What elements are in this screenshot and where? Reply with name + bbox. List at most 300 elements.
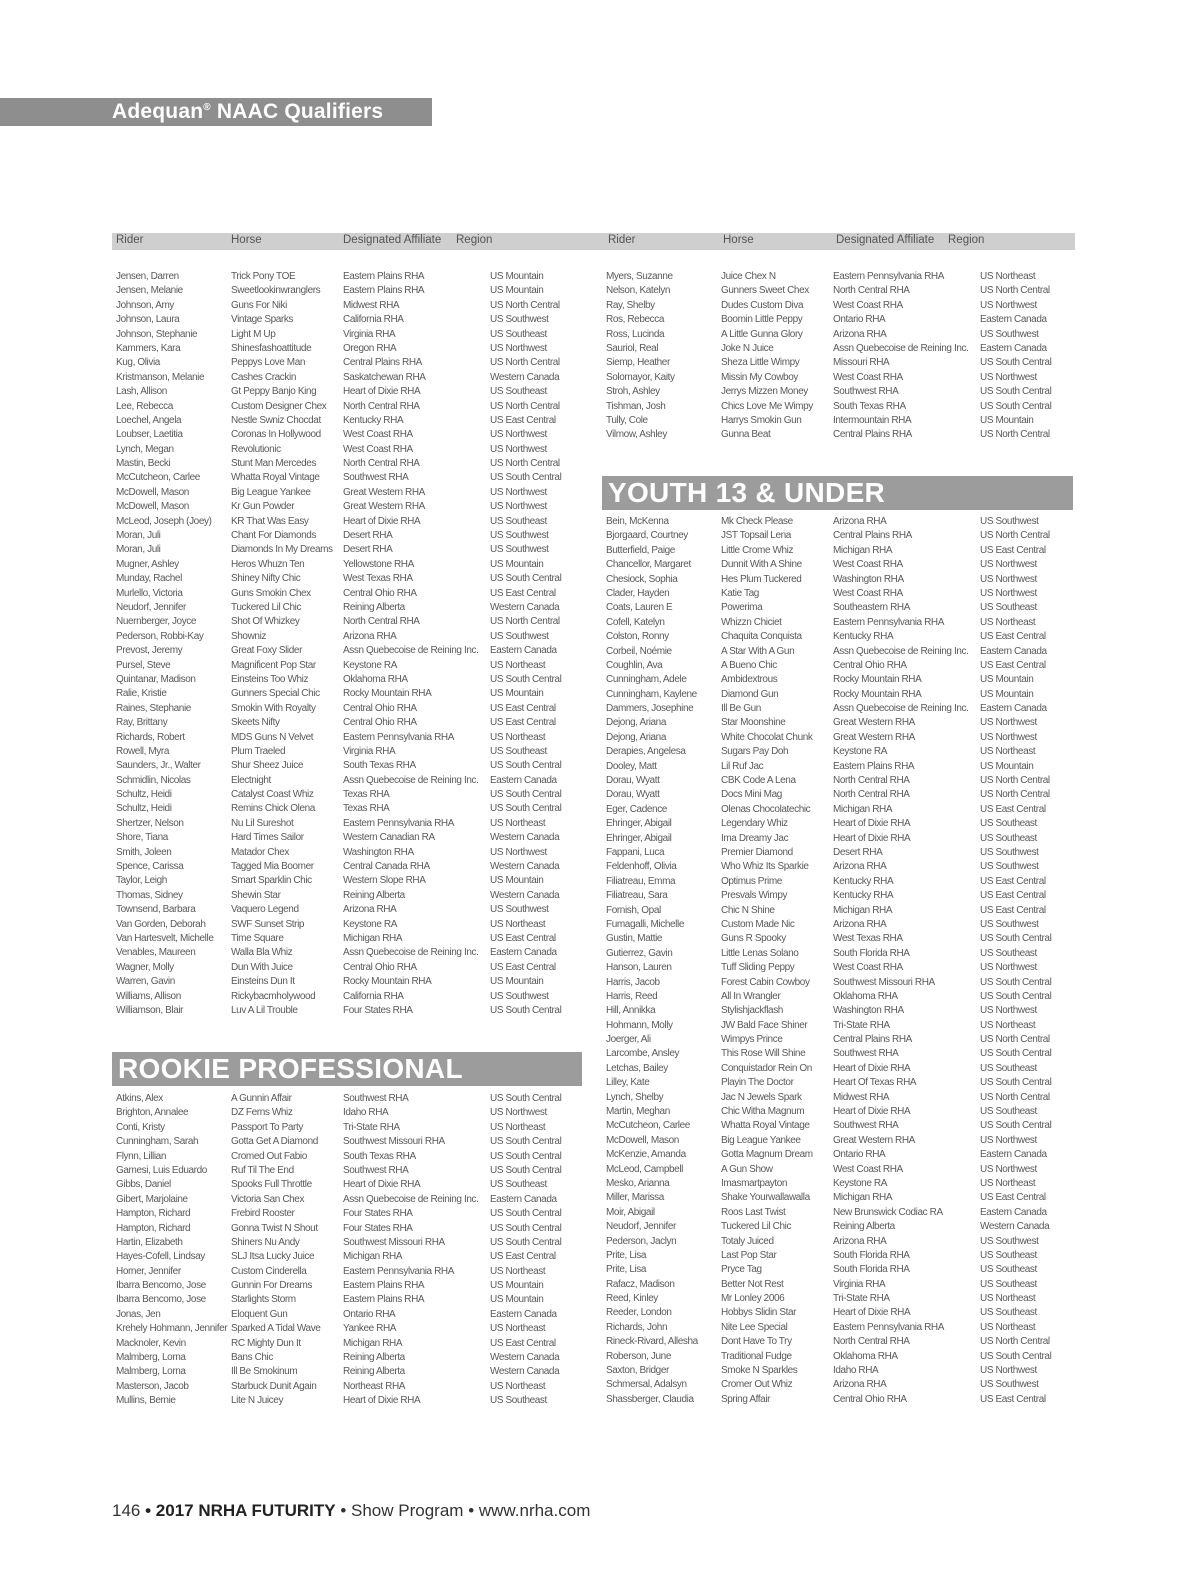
- affiliate-cell: Central Ohio RHA: [343, 717, 417, 729]
- horse-cell: All In Wrangler: [721, 990, 781, 1002]
- rider-cell: Tully, Cole: [606, 414, 648, 426]
- region-cell: US Southeast: [490, 328, 547, 340]
- affiliate-cell: Eastern Plains RHA: [343, 285, 425, 297]
- rider-cell: Tishman, Josh: [606, 400, 666, 412]
- region-cell: Eastern Canada: [490, 947, 557, 959]
- horse-cell: Chic N Shine: [721, 904, 775, 916]
- rider-cell: Brighton, Annalee: [116, 1107, 189, 1119]
- affiliate-cell: Eastern Pennsylvania RHA: [343, 731, 455, 743]
- affiliate-cell: North Central RHA: [833, 285, 910, 297]
- horse-cell: KR That Was Easy: [231, 515, 309, 527]
- region-cell: US South Central: [490, 1236, 562, 1248]
- region-cell: US North Central: [490, 299, 560, 311]
- affiliate-cell: Oregon RHA: [343, 342, 397, 354]
- region-cell: US East Central: [980, 890, 1046, 902]
- rider-cell: Ros, Rebecca: [606, 314, 665, 326]
- region-cell: US East Central: [490, 717, 556, 729]
- horse-cell: Dont Have To Try: [721, 1336, 792, 1348]
- rider-cell: McDowell, Mason: [116, 486, 189, 498]
- region-cell: US Southeast: [490, 1179, 547, 1191]
- rider-cell: Larcombe, Ansley: [606, 1048, 680, 1060]
- affiliate-cell: Four States RHA: [343, 1222, 413, 1234]
- horse-cell: Nite Lee Special: [721, 1321, 788, 1333]
- rider-cell: Chancellor, Margaret: [606, 559, 691, 571]
- horse-cell: Catalyst Coast Whiz: [231, 789, 314, 801]
- affiliate-cell: Ontario RHA: [343, 1308, 396, 1320]
- affiliate-cell: Arizona RHA: [833, 918, 887, 930]
- horse-cell: Walla Bla Whiz: [231, 947, 293, 959]
- affiliate-cell: Keystone RA: [343, 918, 397, 930]
- region-cell: US Southeast: [980, 832, 1037, 844]
- horse-cell: Powerima: [721, 602, 763, 614]
- region-cell: Western Canada: [490, 832, 560, 844]
- affiliate-cell: West Texas RHA: [833, 933, 903, 945]
- region-cell: US East Central: [980, 1192, 1046, 1204]
- horse-cell: Jerrys Mizzen Money: [721, 386, 808, 398]
- region-cell: US Southwest: [490, 314, 549, 326]
- rider-cell: Lynch, Megan: [116, 443, 174, 455]
- rider-cell: Ray, Shelby: [606, 299, 655, 311]
- rider-cell: Reeder, London: [606, 1307, 672, 1319]
- rider-cell: Ross, Lucinda: [606, 328, 665, 340]
- region-cell: US Southeast: [490, 745, 547, 757]
- affiliate-cell: Desert RHA: [343, 544, 393, 556]
- horse-cell: Cashes Crackin: [231, 371, 296, 383]
- horse-cell: Ill Be Gun: [721, 703, 761, 715]
- region-cell: US East Central: [490, 932, 556, 944]
- affiliate-cell: North Central RHA: [343, 616, 420, 628]
- affiliate-cell: Central Plains RHA: [833, 429, 912, 441]
- region-cell: US Southwest: [490, 630, 549, 642]
- rider-cell: Bjorgaard, Courtney: [606, 530, 688, 542]
- affiliate-cell: Central Ohio RHA: [343, 961, 417, 973]
- rider-cell: Cunningham, Adele: [606, 674, 687, 686]
- rider-cell: Filiatreau, Sara: [606, 890, 668, 902]
- horse-cell: JW Bald Face Shiner: [721, 1019, 808, 1031]
- affiliate-cell: Ontario RHA: [833, 314, 886, 326]
- rider-cell: Filiatreau, Emma: [606, 875, 676, 887]
- affiliate-cell: South Florida RHA: [833, 1264, 910, 1276]
- region-cell: US East Central: [490, 702, 556, 714]
- affiliate-cell: Great Western RHA: [833, 717, 915, 729]
- affiliate-cell: Reining Alberta: [343, 1366, 405, 1378]
- region-cell: US Southwest: [980, 846, 1039, 858]
- affiliate-cell: Oklahoma RHA: [833, 1350, 898, 1362]
- rider-cell: Flynn, Lillian: [116, 1150, 166, 1162]
- rider-cell: Williamson, Blair: [116, 1004, 184, 1016]
- affiliate-cell: Heart of Dixie RHA: [833, 1062, 911, 1074]
- region-cell: US Mountain: [980, 414, 1034, 426]
- region-cell: US Northwest: [490, 429, 547, 441]
- region-cell: US Mountain: [490, 1280, 544, 1292]
- region-cell: US Southeast: [980, 818, 1037, 830]
- region-cell: US Northwest: [490, 443, 547, 455]
- horse-cell: Custom Designer Chex: [231, 400, 327, 412]
- rider-cell: Dejong, Ariana: [606, 731, 667, 743]
- horse-cell: Skeets Nifty: [231, 717, 280, 729]
- rider-cell: Jensen, Melanie: [116, 285, 183, 297]
- horse-cell: Playin The Doctor: [721, 1077, 794, 1089]
- rider-cell: Van Gorden, Deborah: [116, 918, 206, 930]
- region-cell: US East Central: [490, 414, 556, 426]
- rider-cell: Mastin, Becki: [116, 458, 171, 470]
- affiliate-cell: Heart of Dixie RHA: [833, 818, 911, 830]
- horse-cell: Ambidextrous: [721, 674, 778, 686]
- region-cell: US Northeast: [980, 746, 1036, 758]
- horse-cell: JST Topsail Lena: [721, 530, 791, 542]
- region-cell: Eastern Canada: [490, 1193, 557, 1205]
- affiliate-cell: Midwest RHA: [343, 299, 400, 311]
- affiliate-cell: Southwest Missouri RHA: [343, 1236, 445, 1248]
- horse-cell: Eloquent Gun: [231, 1308, 288, 1320]
- affiliate-cell: Central Ohio RHA: [343, 702, 417, 714]
- affiliate-cell: South Florida RHA: [833, 1249, 910, 1261]
- rider-cell: Gibert, Marjolaine: [116, 1193, 188, 1205]
- region-cell: US South Central: [980, 400, 1052, 412]
- horse-cell: Tuckered Lil Chic: [721, 1221, 792, 1233]
- rider-cell: Solomayor, Kaity: [606, 371, 675, 383]
- rider-cell: Shertzer, Nelson: [116, 817, 184, 829]
- horse-cell: Guns Smokin Chex: [231, 587, 311, 599]
- affiliate-cell: West Coast RHA: [343, 429, 413, 441]
- horse-cell: Premier Diamond: [721, 846, 793, 858]
- horse-cell: A Star With A Gun: [721, 645, 795, 657]
- rider-cell: Mesko, Arianna: [606, 1177, 670, 1189]
- region-cell: US Northeast: [490, 1121, 546, 1133]
- horse-cell: Harrys Smokin Gun: [721, 414, 802, 426]
- affiliate-cell: Kentucky RHA: [833, 890, 894, 902]
- region-cell: Eastern Canada: [980, 1149, 1047, 1161]
- horse-cell: Einsteins Too Whiz: [231, 673, 309, 685]
- region-cell: US Northwest: [980, 559, 1037, 571]
- affiliate-cell: Kentucky RHA: [833, 875, 894, 887]
- region-cell: US Southwest: [980, 1235, 1039, 1247]
- region-cell: US Southeast: [980, 1062, 1037, 1074]
- rider-cell: Nelson, Katelyn: [606, 285, 671, 297]
- region-cell: US Northwest: [980, 962, 1037, 974]
- affiliate-cell: Oklahoma RHA: [833, 990, 898, 1002]
- horse-cell: Diamond Gun: [721, 688, 779, 700]
- affiliate-cell: Southwest RHA: [833, 1120, 899, 1132]
- region-cell: US South Central: [490, 1136, 562, 1148]
- horse-cell: Hes Plum Tuckered: [721, 573, 802, 585]
- region-cell: US North Central: [490, 616, 560, 628]
- rider-cell: Lilley, Kate: [606, 1077, 650, 1089]
- region-cell: US South Central: [490, 1093, 562, 1104]
- horse-cell: Nu Lil Sureshot: [231, 817, 294, 829]
- rider-cell: Macknoler, Kevin: [116, 1337, 186, 1349]
- region-cell: US South Central: [490, 760, 562, 772]
- rider-cell: Fappani, Luca: [606, 846, 665, 858]
- rider-cell: Lynch, Shelby: [606, 1091, 664, 1103]
- horse-cell: Mr Lonley 2006: [721, 1293, 785, 1305]
- region-cell: US North Central: [490, 458, 560, 470]
- rider-cell: Dorau, Wyatt: [606, 775, 660, 787]
- affiliate-cell: Eastern Pennsylvania RHA: [833, 271, 945, 282]
- horse-cell: Shot Of Whizkey: [231, 616, 300, 628]
- rider-cell: Harris, Reed: [606, 990, 658, 1002]
- region-cell: US Southwest: [490, 530, 549, 542]
- affiliate-cell: Central Plains RHA: [833, 1034, 912, 1046]
- horse-cell: Little Crome Whiz: [721, 544, 794, 556]
- rider-cell: Derapies, Angelesa: [606, 746, 686, 758]
- rider-cell: Dorau, Wyatt: [606, 789, 660, 801]
- rider-cell: Gustin, Mattie: [606, 933, 663, 945]
- region-cell: US East Central: [980, 1393, 1046, 1405]
- rider-cell: Clader, Hayden: [606, 587, 670, 599]
- horse-cell: Ima Dreamy Jac: [721, 832, 789, 844]
- horse-cell: Gunners Special Chic: [231, 688, 320, 700]
- region-cell: US Southeast: [980, 1264, 1037, 1276]
- horse-cell: Missin My Cowboy: [721, 371, 798, 383]
- rider-cell: Kristmanson, Melanie: [116, 371, 205, 383]
- rider-cell: Vilmow, Ashley: [606, 429, 667, 441]
- affiliate-cell: Central Ohio RHA: [833, 659, 907, 671]
- region-cell: Eastern Canada: [490, 774, 557, 786]
- region-cell: US Mountain: [490, 1294, 544, 1306]
- rider-cell: Neudorf, Jennifer: [606, 1221, 676, 1233]
- affiliate-cell: Central Plains RHA: [833, 530, 912, 542]
- region-cell: US South Central: [980, 1350, 1052, 1362]
- rider-cell: Dejong, Ariana: [606, 717, 667, 729]
- region-cell: US Southeast: [490, 386, 547, 398]
- horse-cell: Presvals Wimpy: [721, 890, 788, 902]
- horse-cell: Custom Cinderella: [231, 1265, 307, 1277]
- region-cell: US North Central: [980, 285, 1050, 297]
- rider-cell: McCutcheon, Carlee: [116, 472, 200, 484]
- horse-cell: Chaquita Conquista: [721, 631, 802, 643]
- horse-cell: Vaquero Legend: [231, 904, 299, 916]
- horse-cell: Mk Check Please: [721, 516, 793, 527]
- affiliate-cell: West Coast RHA: [343, 443, 413, 455]
- horse-cell: Spooks Full Throttle: [231, 1179, 312, 1191]
- rider-cell: Saxton, Bridger: [606, 1365, 669, 1377]
- rider-cell: Bein, McKenna: [606, 516, 669, 527]
- horse-cell: Cromer Out Whiz: [721, 1379, 793, 1391]
- rider-cell: Roberson, June: [606, 1350, 672, 1362]
- section-banner-rookie: [112, 1052, 582, 1086]
- affiliate-cell: Reining Alberta: [343, 601, 405, 613]
- rider-cell: Hohmann, Molly: [606, 1019, 673, 1031]
- affiliate-cell: Rocky Mountain RHA: [343, 688, 432, 700]
- region-cell: Western Canada: [490, 889, 560, 901]
- horse-cell: Jac N Jewels Spark: [721, 1091, 802, 1103]
- affiliate-cell: Eastern Plains RHA: [833, 760, 915, 772]
- horse-cell: CBK Code A Lena: [721, 775, 796, 787]
- section-banner-youth: [602, 476, 1073, 510]
- region-cell: US Northwest: [980, 1163, 1037, 1175]
- affiliate-cell: Heart of Dixie RHA: [833, 1106, 911, 1118]
- rider-cell: Quintanar, Madison: [116, 673, 196, 685]
- region-cell: US North Central: [980, 1336, 1050, 1348]
- affiliate-cell: North Central RHA: [833, 789, 910, 801]
- rider-cell: McDowell, Mason: [116, 501, 189, 513]
- horse-cell: Gt Peppy Banjo King: [231, 386, 317, 398]
- horse-cell: Showniz: [231, 630, 266, 642]
- horse-cell: Last Pop Star: [721, 1249, 777, 1261]
- affiliate-cell: South Texas RHA: [343, 760, 416, 772]
- footer-bullet-3: •: [468, 1501, 475, 1520]
- rider-cell: Gutierrez, Gavin: [606, 947, 673, 959]
- affiliate-cell: Assn Quebecoise de Reining Inc.: [343, 645, 479, 657]
- horse-cell: Smoke N Sparkles: [721, 1365, 798, 1377]
- rider-cell: Murlello, Victoria: [116, 587, 183, 599]
- rider-cell: McLeod, Joseph (Joey): [116, 515, 212, 527]
- region-cell: Eastern Canada: [980, 645, 1047, 657]
- rider-cell: Prite, Lisa: [606, 1264, 647, 1276]
- region-cell: US Mountain: [490, 976, 544, 988]
- affiliate-cell: North Central RHA: [343, 400, 420, 412]
- affiliate-cell: Assn Quebecoise de Reining Inc.: [343, 774, 479, 786]
- region-cell: US South Central: [490, 1150, 562, 1162]
- horse-cell: MDS Guns N Velvet: [231, 731, 314, 743]
- region-cell: US North Central: [490, 400, 560, 412]
- region-cell: US Northwest: [980, 717, 1037, 729]
- rider-cell: Prevost, Jeremy: [116, 645, 183, 657]
- region-cell: US North Central: [980, 1091, 1050, 1103]
- region-cell: US East Central: [490, 1337, 556, 1349]
- affiliate-cell: Keystone RA: [343, 659, 397, 671]
- affiliate-cell: Washington RHA: [833, 1005, 904, 1017]
- rider-cell: Lee, Rebecca: [116, 400, 173, 412]
- region-cell: US East Central: [980, 904, 1046, 916]
- rider-cell: Richards, John: [606, 1321, 668, 1333]
- footer-bullet-2: •: [340, 1501, 347, 1520]
- rider-cell: Cunningham, Sarah: [116, 1136, 199, 1148]
- region-cell: Eastern Canada: [490, 645, 557, 657]
- region-cell: US South Central: [490, 1164, 562, 1176]
- rider-cell: Johnson, Laura: [116, 314, 180, 326]
- horse-cell: Katie Tag: [721, 587, 759, 599]
- affiliate-cell: Northeast RHA: [343, 1380, 406, 1392]
- horse-cell: Lite N Juicey: [231, 1395, 284, 1407]
- horse-cell: Sparked A Tidal Wave: [231, 1323, 321, 1335]
- horse-cell: Chic Witha Magnum: [721, 1106, 805, 1118]
- affiliate-cell: Midwest RHA: [833, 1091, 890, 1103]
- horse-cell: Plum Traeled: [231, 745, 286, 757]
- affiliate-cell: Arizona RHA: [833, 1235, 887, 1247]
- rider-cell: Cunningham, Kaylene: [606, 688, 697, 700]
- horse-cell: Ruf Til The End: [231, 1164, 294, 1176]
- rider-cell: Schmidlin, Nicolas: [116, 774, 191, 786]
- affiliate-cell: Texas RHA: [343, 789, 390, 801]
- region-cell: US Mountain: [490, 875, 544, 887]
- region-cell: US East Central: [980, 803, 1046, 815]
- rider-cell: Neudorf, Jennifer: [116, 601, 186, 613]
- region-cell: Western Canada: [490, 1352, 560, 1364]
- rider-cell: Ehringer, Abigail: [606, 818, 672, 830]
- rider-cell: Venables, Maureen: [116, 947, 196, 959]
- region-cell: US Southwest: [980, 918, 1039, 930]
- rider-cell: Saunders, Jr., Walter: [116, 760, 201, 772]
- horse-cell: Gotta Get A Diamond: [231, 1136, 318, 1148]
- region-cell: US Mountain: [980, 674, 1034, 686]
- rider-cell: Dammers, Josephine: [606, 703, 694, 715]
- affiliate-cell: Michigan RHA: [833, 904, 893, 916]
- rider-cell: Pederson, Robbi-Kay: [116, 630, 204, 642]
- horse-cell: White Chocolat Chunk: [721, 731, 813, 743]
- rider-cell: Atkins, Alex: [116, 1093, 163, 1104]
- horse-cell: Guns R Spooky: [721, 933, 786, 945]
- region-cell: Eastern Canada: [490, 1308, 557, 1320]
- region-cell: US Northwest: [490, 1107, 547, 1119]
- header-title-rest: NAAC Qualifiers: [210, 100, 384, 123]
- horse-cell: Shake Yourwallawalla: [721, 1192, 810, 1204]
- rider-cell: Shassberger, Claudia: [606, 1393, 694, 1405]
- rider-cell: Feldenhoff, Olivia: [606, 861, 677, 873]
- rider-cell: Jonas, Jen: [116, 1308, 161, 1320]
- region-cell: US Northeast: [980, 1177, 1036, 1189]
- region-cell: US Mountain: [490, 558, 544, 570]
- affiliate-cell: Intermountain RHA: [833, 414, 912, 426]
- rider-cell: Rafacz, Madison: [606, 1278, 675, 1290]
- region-cell: US Mountain: [980, 688, 1034, 700]
- region-cell: US South Central: [490, 803, 562, 815]
- horse-cell: Shewin Star: [231, 889, 281, 901]
- region-cell: US Northwest: [980, 1005, 1037, 1017]
- section-tag: [0, 98, 432, 126]
- region-cell: US Northeast: [980, 1321, 1036, 1333]
- rider-cell: Fumagalli, Michelle: [606, 918, 684, 930]
- rider-cell: Colston, Ronny: [606, 631, 669, 643]
- rider-cell: Smith, Joleen: [116, 846, 172, 858]
- horse-cell: Remins Chick Olena: [231, 803, 315, 815]
- rider-cell: Malmberg, Lorna: [116, 1352, 186, 1364]
- horse-cell: This Rose Will Shine: [721, 1048, 806, 1060]
- horse-cell: Trick Pony TOE: [231, 271, 296, 282]
- affiliate-cell: West Coast RHA: [833, 1163, 903, 1175]
- region-cell: US East Central: [980, 631, 1046, 643]
- region-cell: US Northeast: [490, 1323, 546, 1335]
- affiliate-cell: South Florida RHA: [833, 947, 910, 959]
- affiliate-cell: Michigan RHA: [833, 544, 893, 556]
- horse-cell: Chics Love Me Wimpy: [721, 400, 813, 412]
- horse-cell: A Gunnin Affair: [231, 1093, 292, 1104]
- affiliate-cell: Arizona RHA: [833, 861, 887, 873]
- affiliate-cell: Michigan RHA: [343, 1337, 403, 1349]
- affiliate-cell: North Central RHA: [833, 1336, 910, 1348]
- affiliate-cell: Arizona RHA: [343, 904, 397, 916]
- rider-cell: Schmersal, Adalsyn: [606, 1379, 687, 1391]
- region-cell: US Southwest: [980, 328, 1039, 340]
- horse-cell: Chant For Diamonds: [231, 530, 317, 542]
- region-cell: Western Canada: [980, 1221, 1050, 1233]
- col-affiliate-left: Designated Affiliate: [343, 234, 442, 246]
- affiliate-cell: Western Canadian RA: [343, 832, 435, 844]
- affiliate-cell: Arizona RHA: [833, 328, 887, 340]
- rider-cell: Dooley, Matt: [606, 760, 657, 772]
- affiliate-cell: West Coast RHA: [833, 962, 903, 974]
- horse-cell: DZ Ferns Whiz: [231, 1107, 293, 1119]
- horse-cell: Lil Ruf Jac: [721, 760, 764, 772]
- region-cell: US South Central: [980, 1120, 1052, 1132]
- affiliate-cell: Keystone RA: [833, 1177, 887, 1189]
- footer-event: 2017 NRHA FUTURITY: [155, 1501, 336, 1520]
- rider-cell: McDowell, Mason: [606, 1134, 679, 1146]
- horse-cell: Frebird Rooster: [231, 1208, 295, 1220]
- col-region-right: Region: [948, 234, 985, 246]
- affiliate-cell: Arizona RHA: [833, 516, 887, 527]
- horse-cell: Gotta Magnum Dream: [721, 1149, 813, 1161]
- rider-cell: Lash, Allison: [116, 386, 167, 398]
- affiliate-cell: Arizona RHA: [833, 1379, 887, 1391]
- region-cell: Western Canada: [490, 1366, 560, 1378]
- rider-cell: Johnson, Stephanie: [116, 328, 198, 340]
- affiliate-cell: Great Western RHA: [343, 486, 425, 498]
- affiliate-cell: Eastern Pennsylvania RHA: [833, 1321, 945, 1333]
- region-cell: US South Central: [490, 1004, 562, 1016]
- horse-cell: Forest Cabin Cowboy: [721, 976, 810, 988]
